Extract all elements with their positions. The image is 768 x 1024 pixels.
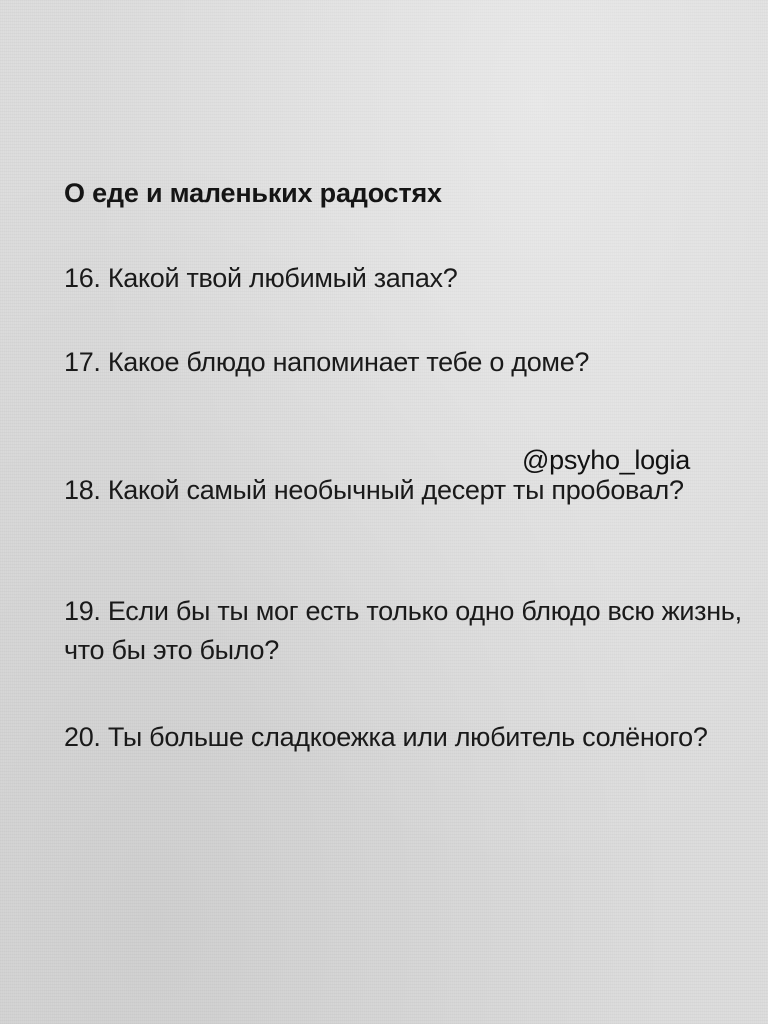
- question-19: 19. Если бы ты мог есть только одно блюдо всю жизнь, что бы это было?: [64, 596, 742, 665]
- question-16: 16. Какой твой любимый запах?: [64, 263, 458, 293]
- section-heading: О еде и маленьких радостях: [64, 178, 442, 208]
- question-17: 17. Какое блюдо напоминает тебе о доме?: [64, 347, 590, 377]
- question-20: 20. Ты больше сладкоежка или любитель солёного?: [64, 722, 708, 752]
- question-18: 18. Какой самый необычный десерт ты пробовал?: [64, 475, 684, 505]
- watermark-handle: @psyho_logia: [522, 445, 690, 475]
